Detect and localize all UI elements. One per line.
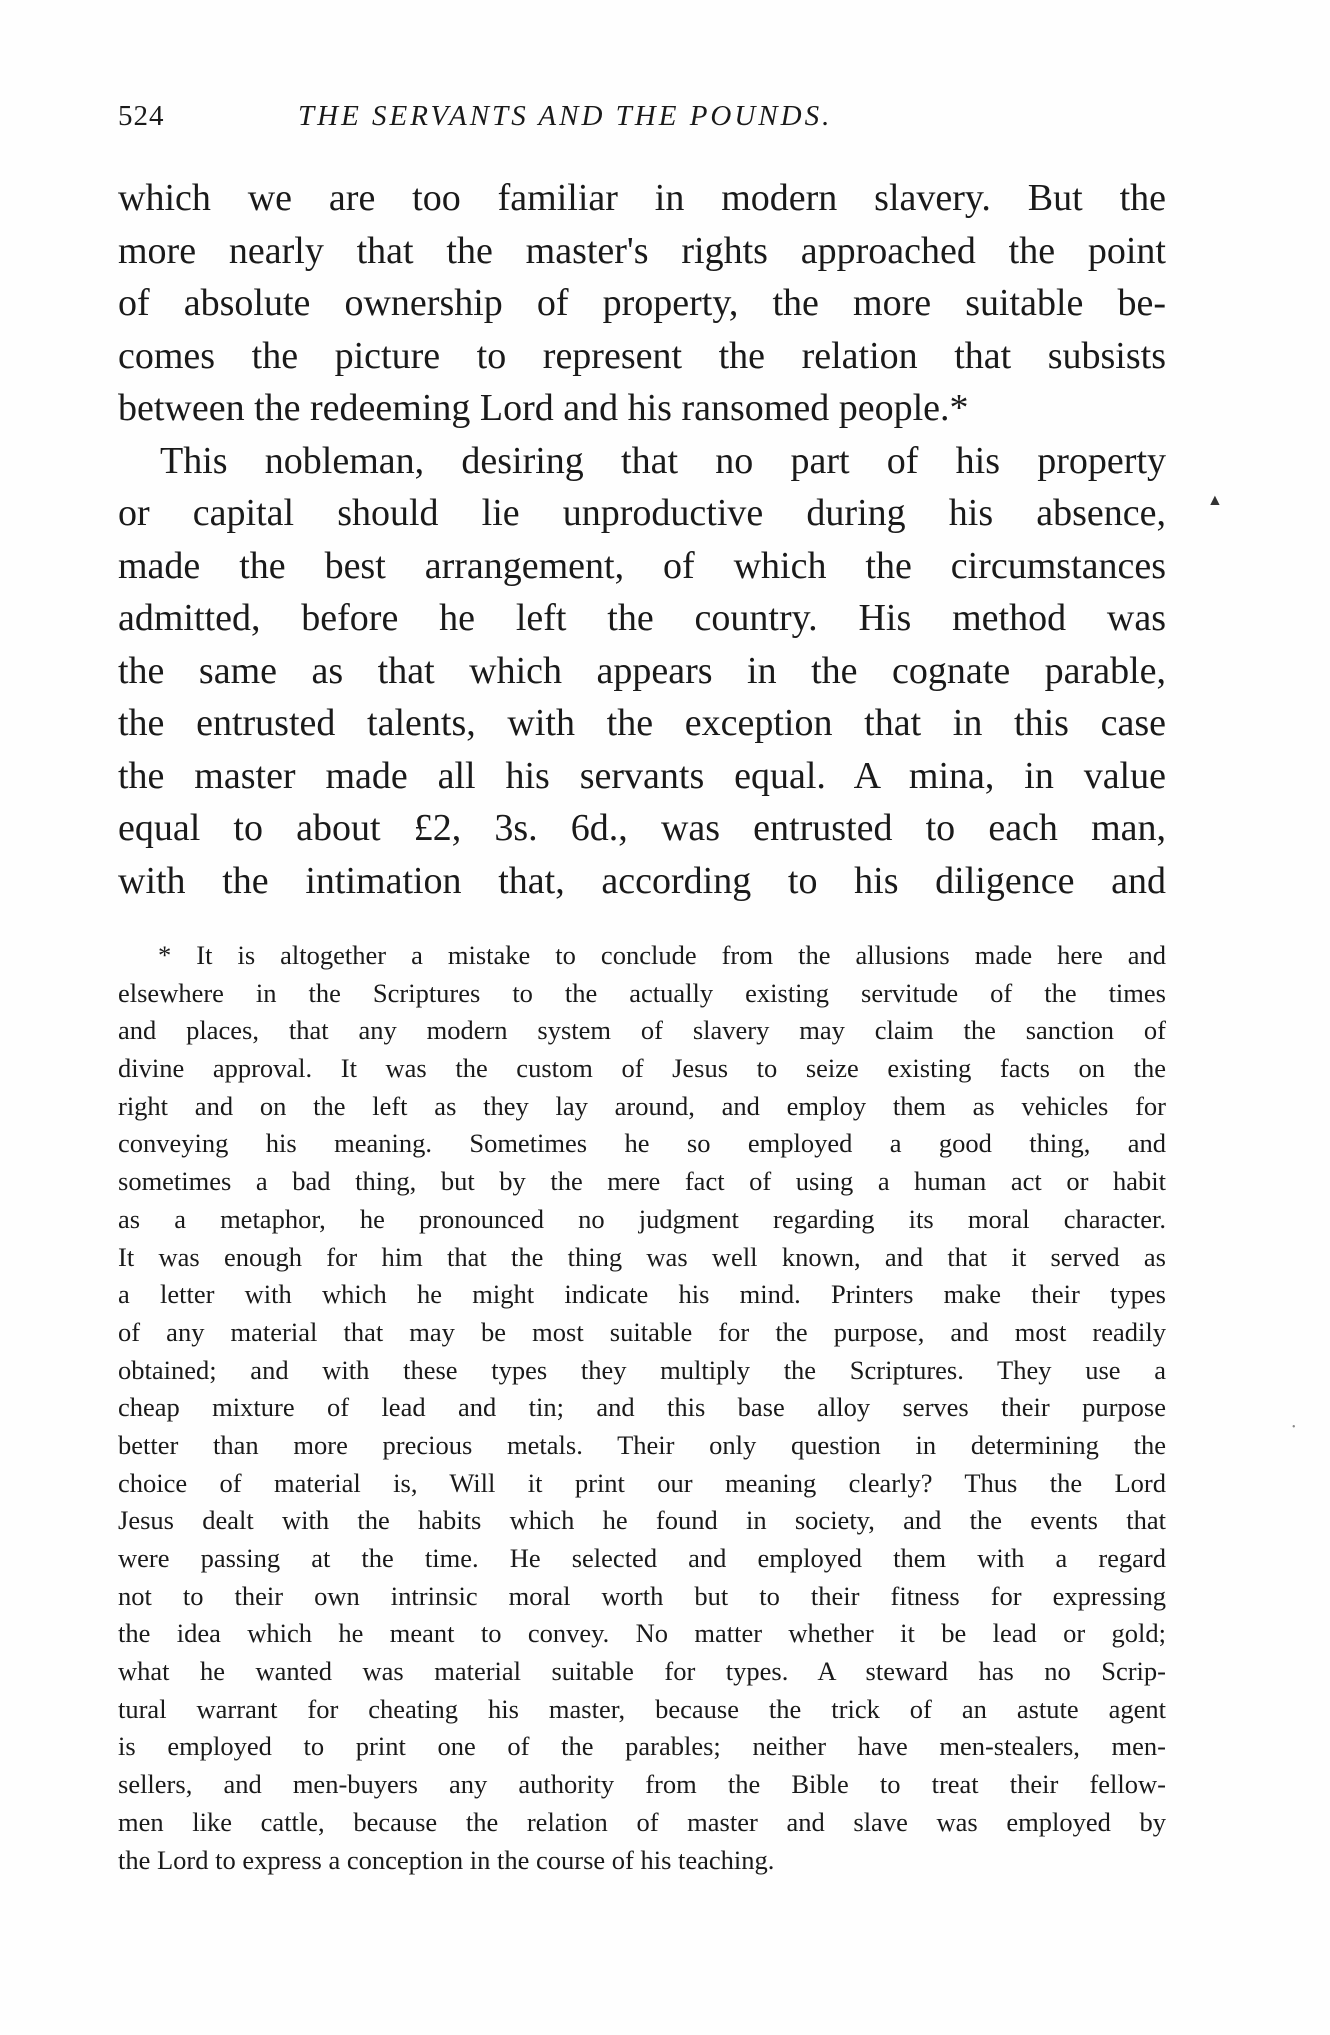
text-line: more nearly that the master's rights approached the point	[118, 229, 1166, 272]
ink-speck-icon: •	[1292, 1422, 1296, 1433]
footnote-line: choice of material is, Will it print our meaning clearly? Thus the Lord	[118, 1467, 1166, 1498]
footnote-line: a letter with which he might indicate his mind. Printers make their types	[118, 1279, 1166, 1310]
footnote-line: * It is altogether a mistake to conclude from the allusions made here and	[158, 940, 1166, 970]
text-line: of absolute ownership of property, the more suitable be-	[118, 282, 1166, 324]
text-line: between the redeeming Lord and his ransomed people.*	[118, 387, 969, 429]
text-line: This nobleman, desiring that no part of his property	[160, 439, 1166, 482]
text-line: admitted, before he left the country. His method was	[118, 597, 1166, 639]
text-line: equal to about £2, 3s. 6d., was entrusted to each man,	[118, 807, 1166, 849]
footnote-line: obtained; and with these types they multiply the Scriptures. They use a	[118, 1354, 1166, 1385]
running-header	[118, 96, 1166, 136]
main-text	[118, 172, 1166, 907]
footnote-line: conveying his meaning. Sometimes he so employed a good thing, and	[118, 1128, 1166, 1159]
text-line: comes the picture to represent the relation that subsists	[118, 334, 1166, 377]
footnote-line: is employed to print one of the parables; neither have men-stealers, men-	[118, 1731, 1166, 1762]
text-line: the entrusted talents, with the exception that in this case	[118, 702, 1166, 744]
footnote-line: better than more precious metals. Their only question in determining the	[118, 1429, 1166, 1460]
footnote-line: of any material that may be most suitable for the purpose, and most readily	[118, 1316, 1166, 1347]
footnote-line: divine approval. It was the custom of Jesus to seize existing facts on the	[118, 1053, 1166, 1084]
text-line: the master made all his servants equal. A mina, in value	[118, 754, 1166, 797]
running-title: THE SERVANTS AND THE POUNDS.	[298, 100, 833, 132]
footnote-line: right and on the left as they lay around, and employ them as vehicles for	[118, 1090, 1166, 1121]
footnote-line: It was enough for him that the thing was well known, and that it served as	[118, 1241, 1166, 1272]
footnote-line: elsewhere in the Scriptures to the actually existing servitude of the times	[118, 977, 1166, 1008]
page-number: 524	[118, 100, 165, 132]
footnote-line: men like cattle, because the relation of master and slave was employed by	[118, 1806, 1166, 1837]
footnote-line: cheap mixture of lead and tin; and this base alloy serves their purpose	[118, 1392, 1166, 1423]
text-line: with the intimation that, according to his diligence and	[118, 859, 1166, 902]
footnote-line: the idea which he meant to convey. No matter whether it be lead or gold;	[118, 1618, 1166, 1649]
text-line: which we are too familiar in modern slavery. But the	[118, 177, 1166, 219]
footnote-line: were passing at the time. He selected and employed them with a regard	[118, 1543, 1166, 1573]
footnote-line: Jesus dealt with the habits which he found in society, and the events that	[118, 1505, 1166, 1536]
text-line: the same as that which appears in the cognate parable,	[118, 649, 1166, 692]
footnote-line: what he wanted was material suitable for types. A steward has no Scrip-	[118, 1656, 1166, 1687]
footnote-line: as a metaphor, he pronounced no judgment regarding its moral character.	[118, 1203, 1166, 1234]
text-line: or capital should lie unproductive during his absence,	[118, 492, 1166, 534]
footnote-line: and places, that any modern system of slavery may claim the sanction of	[118, 1015, 1166, 1046]
ink-speck-icon: ▲	[1207, 492, 1223, 509]
text-line: made the best arrangement, of which the circumstances	[118, 544, 1166, 587]
footnote-line: tural warrant for cheating his master, because the trick of an astute agent	[118, 1693, 1166, 1724]
footnote-line: not to their own intrinsic moral worth but to their fitness for expressing	[118, 1580, 1166, 1611]
footnote-line: the Lord to express a conception in the course of his teaching.	[118, 1844, 775, 1875]
footnote	[118, 937, 1166, 1879]
footnote-line: sometimes a bad thing, but by the mere fact of using a human act or habit	[118, 1166, 1166, 1197]
footnote-line: sellers, and men-buyers any authority from the Bible to treat their fellow-	[118, 1769, 1166, 1800]
